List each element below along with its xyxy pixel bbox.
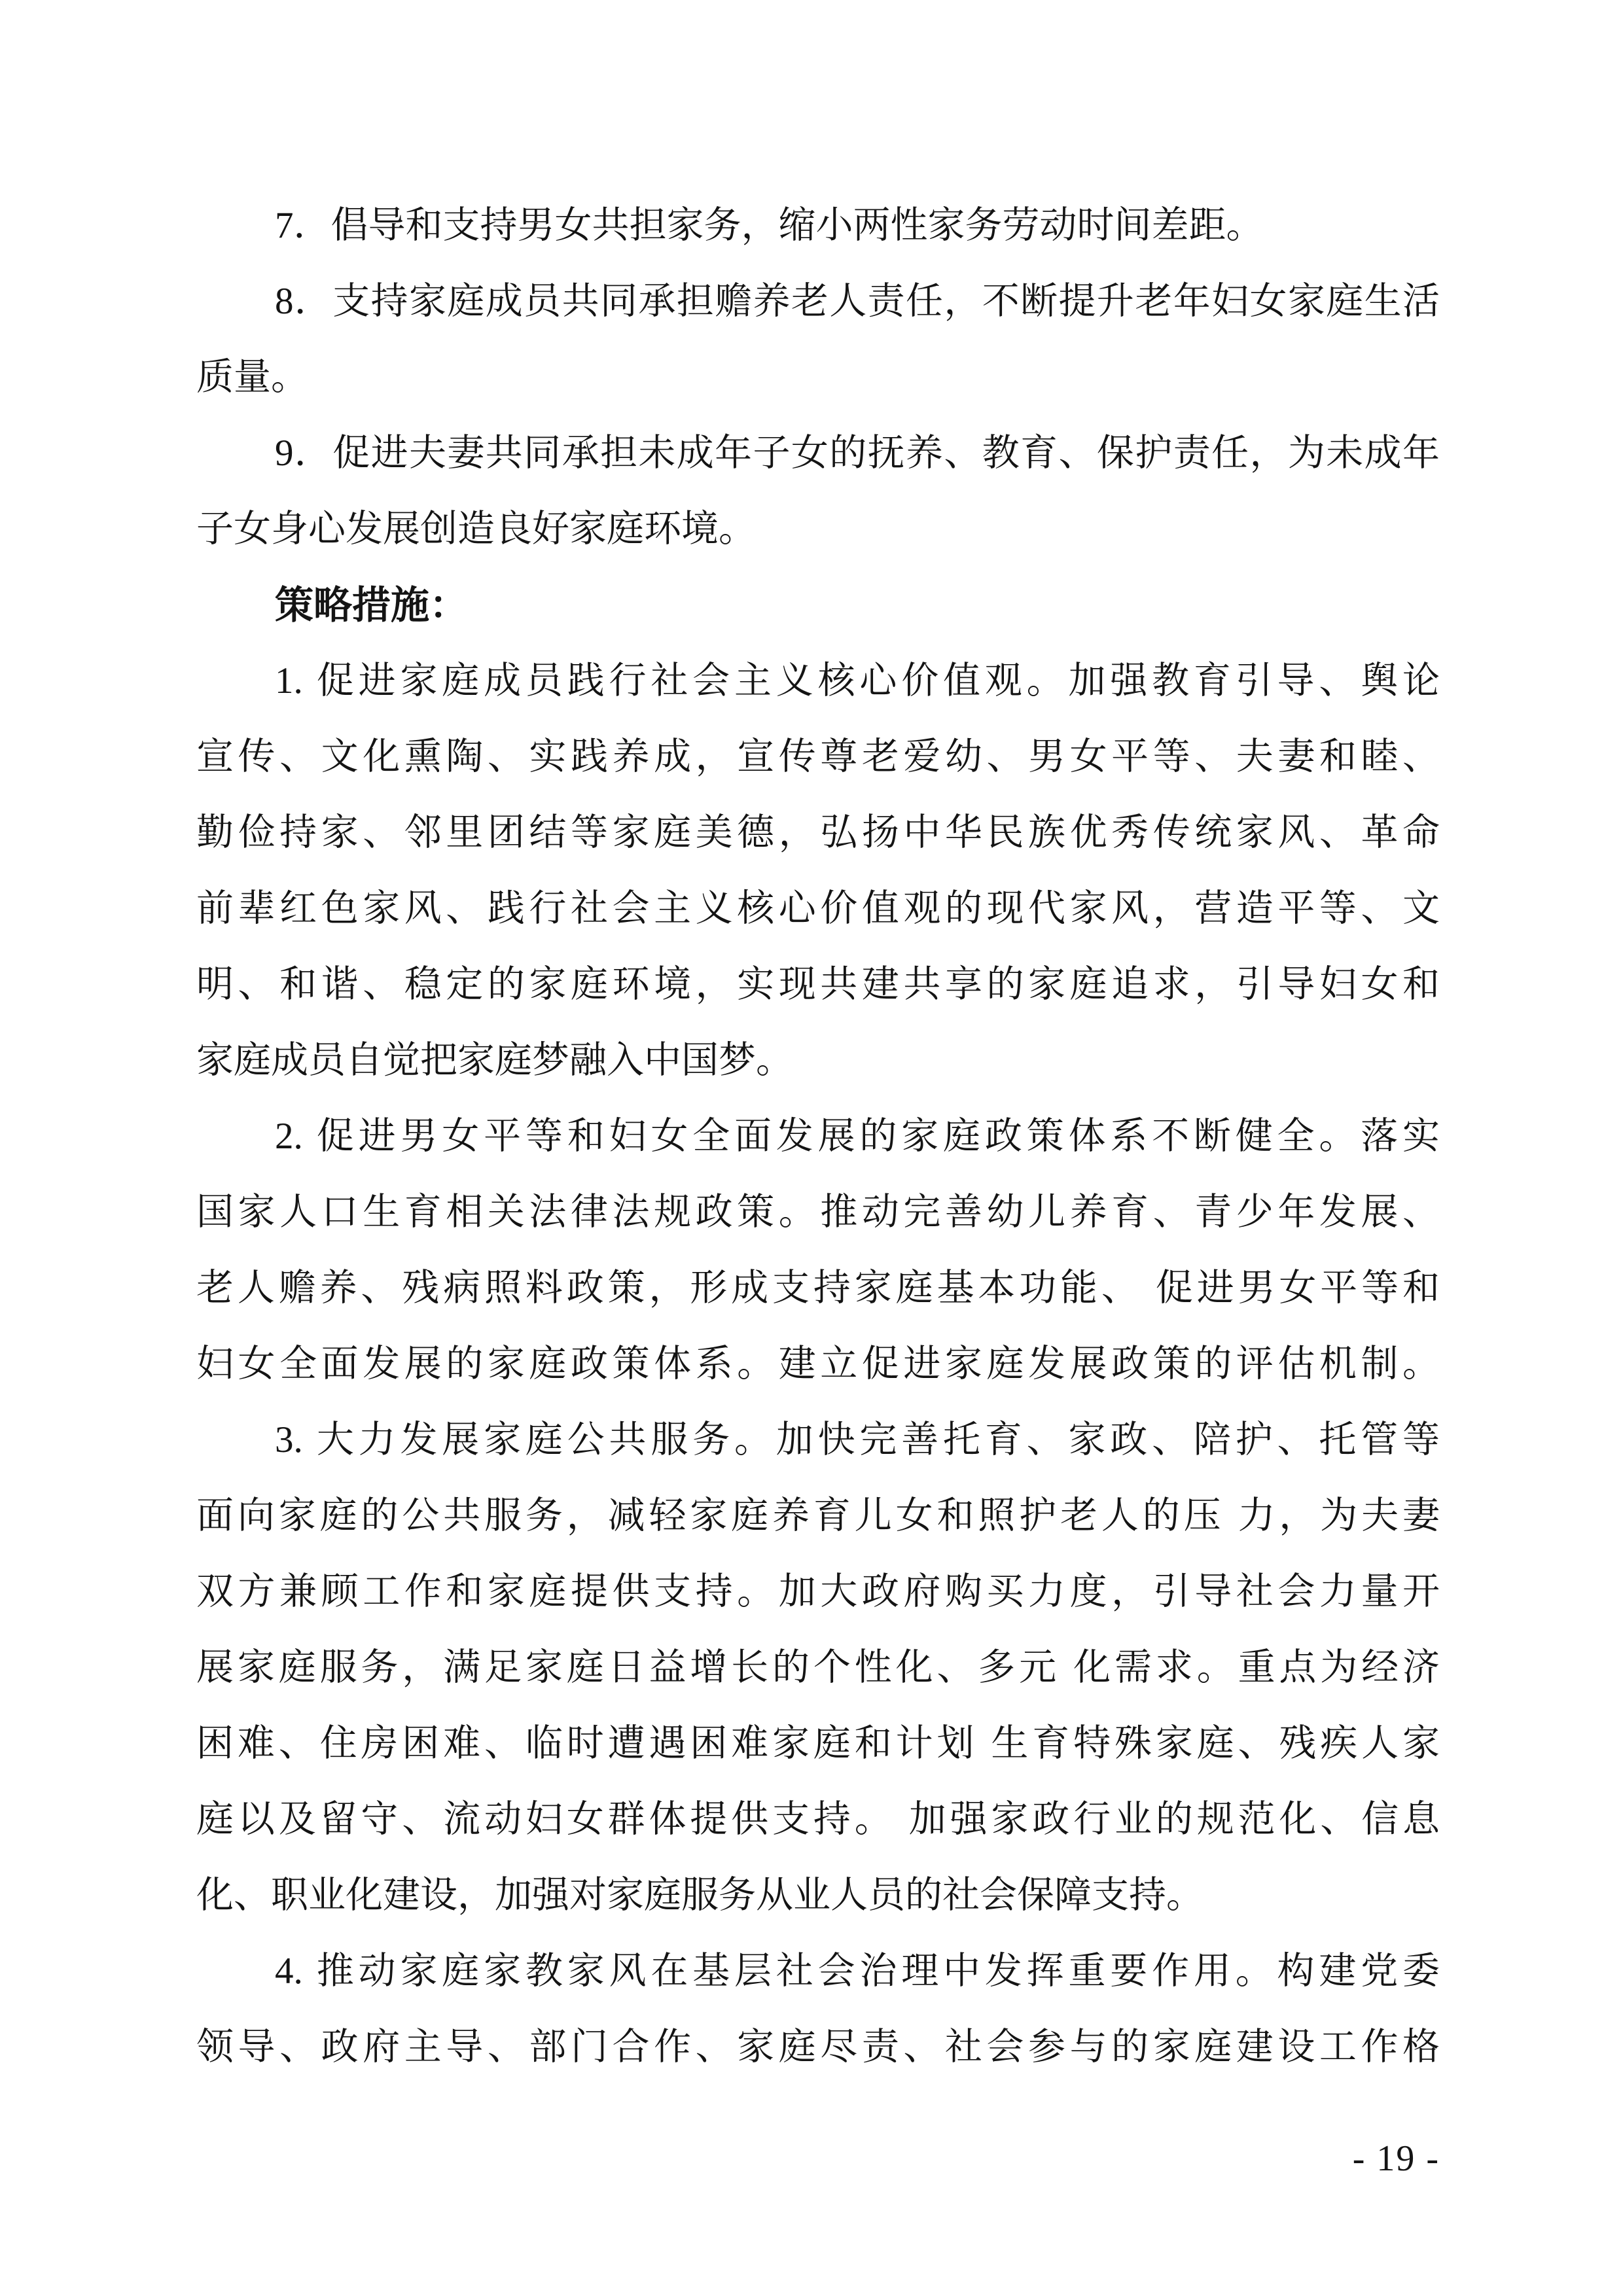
- document-body: [196, 188, 1440, 2085]
- text-line: 困难、住房困难、临时遭遇困难家庭和计划 生育特殊家庭、残疾人家: [196, 1723, 1440, 1764]
- text-line: 国家人口生育相关法律法规政策。推动完善幼儿养育、青少年发展、: [196, 1192, 1440, 1233]
- text-line: 1. 促进家庭成员践行社会主义核心价值观。加强教育引导、舆论: [275, 660, 1440, 701]
- text-line: 前辈红色家风、践行社会主义核心价值观的现代家风，营造平等、文: [196, 888, 1440, 929]
- text-line: 展家庭服务，满足家庭日益增长的个性化、多元 化需求。重点为经济: [196, 1647, 1440, 1688]
- text-line: 7．倡导和支持男女共担家务，缩小两性家务劳动时间差距。: [275, 205, 1264, 246]
- text-line: 勤俭持家、邻里团结等家庭美德，弘扬中华民族优秀传统家风、革命: [196, 812, 1440, 853]
- text-line: 双方兼顾工作和家庭提供支持。加大政府购买力度，引导社会力量开: [196, 1571, 1440, 1612]
- text-line: 9．促进夫妻共同承担未成年子女的抚养、教育、保护责任，为未成年: [275, 433, 1440, 474]
- text-line: 2. 促进男女平等和妇女全面发展的家庭政策体系不断健全。落实: [275, 1116, 1440, 1157]
- text-line: 老人赡养、残病照料政策，形成支持家庭基本功能、 促进男女平等和: [196, 1267, 1440, 1309]
- text-line: 庭以及留守、流动妇女群体提供支持。 加强家政行业的规范化、信息: [196, 1799, 1440, 1840]
- text-line: 领导、政府主导、部门合作、家庭尽责、社会参与的家庭建设工作格: [196, 2026, 1440, 2068]
- text-line: 4. 推动家庭家教家风在基层社会治理中发挥重要作用。构建党委: [275, 1951, 1440, 1992]
- text-line: 面向家庭的公共服务，减轻家庭养育儿女和照护老人的压 力，为夫妻: [196, 1495, 1440, 1536]
- text-line: 宣传、文化熏陶、实践养成，宣传尊老爱幼、男女平等、夫妻和睦、: [196, 736, 1440, 777]
- text-line: 妇女全面发展的家庭政策体系。建立促进家庭发展政策的评估机制。: [196, 1343, 1440, 1385]
- page-number: - 19 -: [1352, 2138, 1440, 2179]
- text-line: 家庭成员自觉把家庭梦融入中国梦。: [196, 1040, 793, 1081]
- text-line: 质量。: [196, 357, 308, 398]
- text-line: 3. 大力发展家庭公共服务。加快完善托育、家政、陪护、托管等: [275, 1419, 1440, 1460]
- text-line: 化、职业化建设，加强对家庭服务从业人员的社会保障支持。: [196, 1875, 1204, 1916]
- text-line: 8．支持家庭成员共同承担赡养老人责任，不断提升老年妇女家庭生活: [275, 281, 1440, 322]
- text-line: 子女身心发展创造良好家庭环境。: [196, 508, 756, 550]
- text-line: 明、和谐、稳定的家庭环境，实现共建共享的家庭追求，引导妇女和: [196, 964, 1440, 1005]
- section-heading: 策略措施：: [275, 584, 469, 627]
